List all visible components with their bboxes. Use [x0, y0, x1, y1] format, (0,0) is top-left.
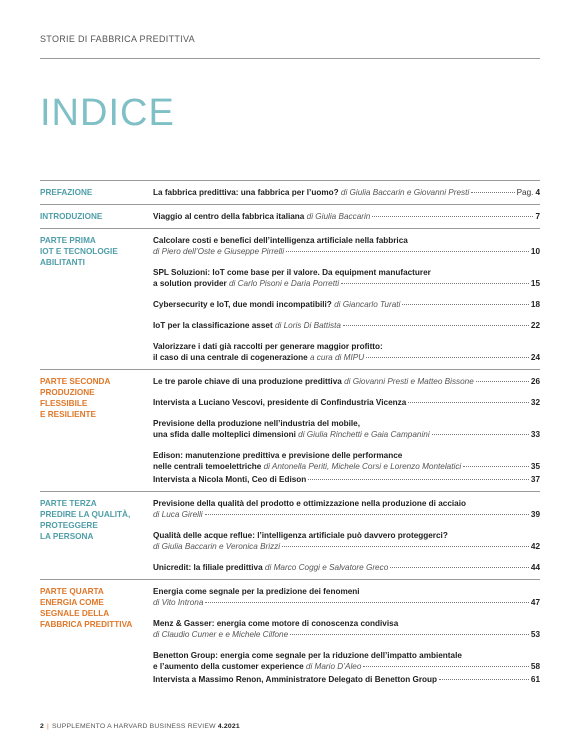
dot-leader [463, 466, 529, 467]
section-entries [153, 580, 540, 691]
section-label [40, 205, 153, 228]
dot-leader [471, 192, 514, 193]
toc-entry-line [153, 450, 540, 461]
toc-entry-line [153, 674, 540, 685]
toc-section [40, 204, 540, 228]
toc-entry-line [153, 461, 540, 472]
toc-entry-line [153, 352, 540, 363]
toc-entry-line [153, 187, 540, 198]
dot-leader [402, 304, 529, 305]
entry-title: Benetton Group: energia come segnale per la riduzione dell’impatto ambientale [153, 651, 462, 660]
section-entries [153, 370, 540, 491]
entry-author: di Giulia Rinchetti e Gaia Campanini [295, 430, 430, 439]
toc-entry-line [153, 474, 540, 485]
page-number: 39 [530, 510, 540, 519]
page-title: INDICE [40, 92, 175, 134]
entry-title: Unicredit: la filiale predittiva [153, 563, 263, 572]
page-number: 4 [535, 188, 540, 197]
entry-title: Previsione della produzione nell’industria del mobile, [153, 419, 361, 428]
section-label-line: SEGNALE DELLA [40, 609, 110, 618]
dot-leader [205, 602, 529, 603]
page-number: 32 [530, 398, 540, 407]
section-label-line: IOT E TECNOLOGIE [40, 247, 118, 256]
page-number: 42 [530, 542, 540, 551]
section-label-line: INTRODUZIONE [40, 212, 103, 221]
entry-title: Intervista a Massimo Renon, Amministratore Delegato di Benetton Group [153, 675, 438, 684]
page-number: 61 [530, 675, 540, 684]
page-prefix: Pag. [516, 188, 534, 197]
toc-entry[interactable] [153, 341, 540, 363]
entry-author: di Giulia Baccarin e Veronica Brizzi [153, 542, 281, 551]
page-number: 26 [530, 377, 540, 386]
section-label [40, 580, 153, 691]
toc-entry-line [153, 278, 540, 289]
toc-entry-line [153, 629, 540, 640]
page-number: 15 [530, 279, 540, 288]
entry-title: a solution provider [153, 279, 227, 288]
section-label-line: FABBRICA PREDITTIVA [40, 620, 133, 629]
toc-entry-line [153, 562, 540, 573]
entry-title: Menz & Gasser: energia come motore di conoscenza condivisa [153, 619, 399, 628]
section-label-line: ENERGIA COME [40, 598, 104, 607]
toc-section [40, 228, 540, 369]
section-label-line: LA PERSONA [40, 532, 94, 541]
entry-title: La fabbrica predittiva: una fabbrica per l’uomo? [153, 188, 339, 197]
dot-leader [343, 325, 529, 326]
entry-title: Energia come segnale per la predizione dei fenomeni [153, 587, 360, 596]
running-head: STORIE DI FABBRICA PREDITTIVA [40, 34, 195, 44]
toc-entry[interactable] [153, 562, 540, 573]
dot-leader [282, 546, 529, 547]
page-number: 35 [530, 462, 540, 471]
section-label [40, 370, 153, 491]
toc-entry[interactable] [153, 674, 540, 685]
entry-author: di Claudio Cumer e e Michele Cilfone [153, 630, 289, 639]
toc-entry[interactable] [153, 530, 540, 552]
section-entries [153, 229, 540, 369]
dot-leader [432, 434, 529, 435]
toc-section [40, 369, 540, 491]
toc-entry-line [153, 418, 540, 429]
entry-title: Viaggio al centro della fabbrica italiana [153, 212, 305, 221]
entry-title: IoT per la classificazione asset [153, 321, 273, 330]
toc-entry-line [153, 498, 540, 509]
entry-title: Qualità delle acque reflue: l’intelligenza artificiale può davvero proteggerci? [153, 531, 448, 540]
toc-entry[interactable] [153, 397, 540, 408]
entry-author: di Mario D’Aleo [303, 662, 362, 671]
dot-leader [341, 283, 529, 284]
toc-entry[interactable] [153, 267, 540, 289]
entry-title: Edison: manutenzione predittiva e previsione delle performance [153, 451, 403, 460]
entry-title: SPL Soluzioni: IoT come base per il valore. Da equipment manufacturer [153, 268, 431, 277]
page-footer [40, 723, 240, 730]
toc-entry-line [153, 299, 540, 310]
entry-title: Cybersecurity e IoT, due mondi incompatibili? [153, 300, 332, 309]
toc-entry[interactable] [153, 376, 540, 387]
footer-separator: | [46, 723, 49, 730]
entry-author: di Luca Girelli [153, 510, 203, 519]
entry-title: una sfida dalle molteplici dimensioni [153, 430, 296, 439]
toc-entry-line [153, 541, 540, 552]
dot-leader [390, 567, 529, 568]
footer-page-number: 2 [40, 723, 44, 730]
page-number: 24 [530, 353, 540, 362]
section-label-line: ABILITANTI [40, 258, 85, 267]
toc-entry-line [153, 586, 540, 597]
dot-leader [363, 666, 528, 667]
section-label [40, 181, 153, 204]
section-label-line: FLESSIBILE [40, 399, 88, 408]
entry-title: e l’aumento della customer experience [153, 662, 304, 671]
toc-entry-line [153, 211, 540, 222]
toc-entry[interactable] [153, 586, 540, 608]
dot-leader [366, 357, 529, 358]
toc-section [40, 491, 540, 579]
toc-entry-line [153, 509, 540, 520]
entry-author: di Antonella Periti, Michele Corsi e Lorenzo Montelatici [261, 462, 462, 471]
toc-entry-line [153, 246, 540, 257]
entry-title: il caso di una centrale di cogenerazione [153, 353, 308, 362]
entry-title: Intervista a Luciano Vescovi, presidente di Confindustria Vicenza [153, 398, 407, 407]
dot-leader [308, 479, 529, 480]
section-label-line: PREDIRE LA QUALITÀ, [40, 510, 131, 519]
page-number: 37 [530, 475, 540, 484]
entry-author: di Vito Introna [153, 598, 204, 607]
page-number: 44 [530, 563, 540, 572]
toc-entry-line [153, 429, 540, 440]
toc-entry[interactable] [153, 474, 540, 485]
toc-entry-line [153, 530, 540, 541]
section-label-line: PROTEGGERE [40, 521, 98, 530]
table-of-contents [40, 180, 540, 691]
toc-entry-line [153, 376, 540, 387]
entry-title: Previsione della qualità del prodotto e ottimizzazione nella produzione di acciaio [153, 499, 466, 508]
dot-leader [205, 514, 529, 515]
toc-entry-line [153, 618, 540, 629]
toc-entry-line [153, 397, 540, 408]
dot-leader [408, 402, 529, 403]
toc-entry-line [153, 661, 540, 672]
entry-author: di Giulia Baccarin e Giovanni Presti [338, 188, 470, 197]
section-label-line: PRODUZIONE [40, 388, 95, 397]
footer-issue: 4.2021 [217, 723, 240, 730]
section-label-line: PARTE TERZA [40, 499, 97, 508]
section-label-line: PARTE PRIMA [40, 236, 96, 245]
toc-entry-line [153, 235, 540, 246]
toc-entry-line [153, 267, 540, 278]
page-number: 22 [530, 321, 540, 330]
entry-title: Intervista a Nicola Monti, Ceo di Edison [153, 475, 307, 484]
section-entries [153, 181, 540, 204]
section-label-line: PREFAZIONE [40, 188, 93, 197]
page-number: 33 [530, 430, 540, 439]
page-number: 53 [530, 630, 540, 639]
dot-leader [476, 381, 529, 382]
toc-entry[interactable] [153, 618, 540, 640]
dot-leader [439, 679, 529, 680]
section-entries [153, 205, 540, 228]
entry-title: Calcolare costi e benefici dell’intelligenza artificiale nella fabbrica [153, 236, 408, 245]
toc-section [40, 180, 540, 204]
toc-section [40, 579, 540, 691]
entry-author: di Loris Di Battista [272, 321, 341, 330]
toc-entry[interactable] [153, 187, 540, 198]
entry-author: di Carlo Pisoni e Daria Porretti [226, 279, 340, 288]
entry-author: di Piero dell’Oste e Giuseppe Pirrelli [153, 247, 285, 256]
section-label-line: E RESILIENTE [40, 410, 96, 419]
entry-author: di Marco Coggi e Salvatore Greco [262, 563, 389, 572]
page-number: 18 [530, 300, 540, 309]
entry-author: a cura di MIPU [307, 353, 365, 362]
page-number: 47 [530, 598, 540, 607]
page-number: 58 [530, 662, 540, 671]
dot-leader [372, 216, 533, 217]
entry-title: nelle centrali temoelettriche [153, 462, 262, 471]
entry-title: Valorizzare i dati già raccolti per generare maggior profitto: [153, 342, 383, 351]
entry-author: di Giulia Baccarin [304, 212, 371, 221]
top-rule [40, 58, 540, 59]
dot-leader [290, 634, 529, 635]
footer-publication: SUPPLEMENTO A HARVARD BUSINESS REVIEW [51, 723, 216, 730]
section-label-line: PARTE SECONDA [40, 377, 111, 386]
section-label-line: PARTE QUARTA [40, 587, 104, 596]
toc-entry[interactable] [153, 450, 540, 472]
toc-entry[interactable] [153, 320, 540, 331]
toc-entry[interactable] [153, 299, 540, 310]
toc-entry-line [153, 320, 540, 331]
toc-entry[interactable] [153, 235, 540, 257]
entry-title: Le tre parole chiave di una produzione predittiva [153, 377, 342, 386]
toc-entry-line [153, 597, 540, 608]
toc-entry[interactable] [153, 498, 540, 520]
page-number: 7 [535, 212, 540, 221]
entry-author: di Giancarlo Turati [331, 300, 401, 309]
section-label [40, 492, 153, 579]
toc-entry[interactable] [153, 650, 540, 672]
toc-entry-line [153, 341, 540, 352]
toc-entry[interactable] [153, 418, 540, 440]
toc-entry[interactable] [153, 211, 540, 222]
page-number: 10 [530, 247, 540, 256]
entry-author: di Giovanni Presti e Matteo Bissone [341, 377, 474, 386]
dot-leader [286, 251, 529, 252]
toc-entry-line [153, 650, 540, 661]
section-entries [153, 492, 540, 579]
section-label [40, 229, 153, 369]
